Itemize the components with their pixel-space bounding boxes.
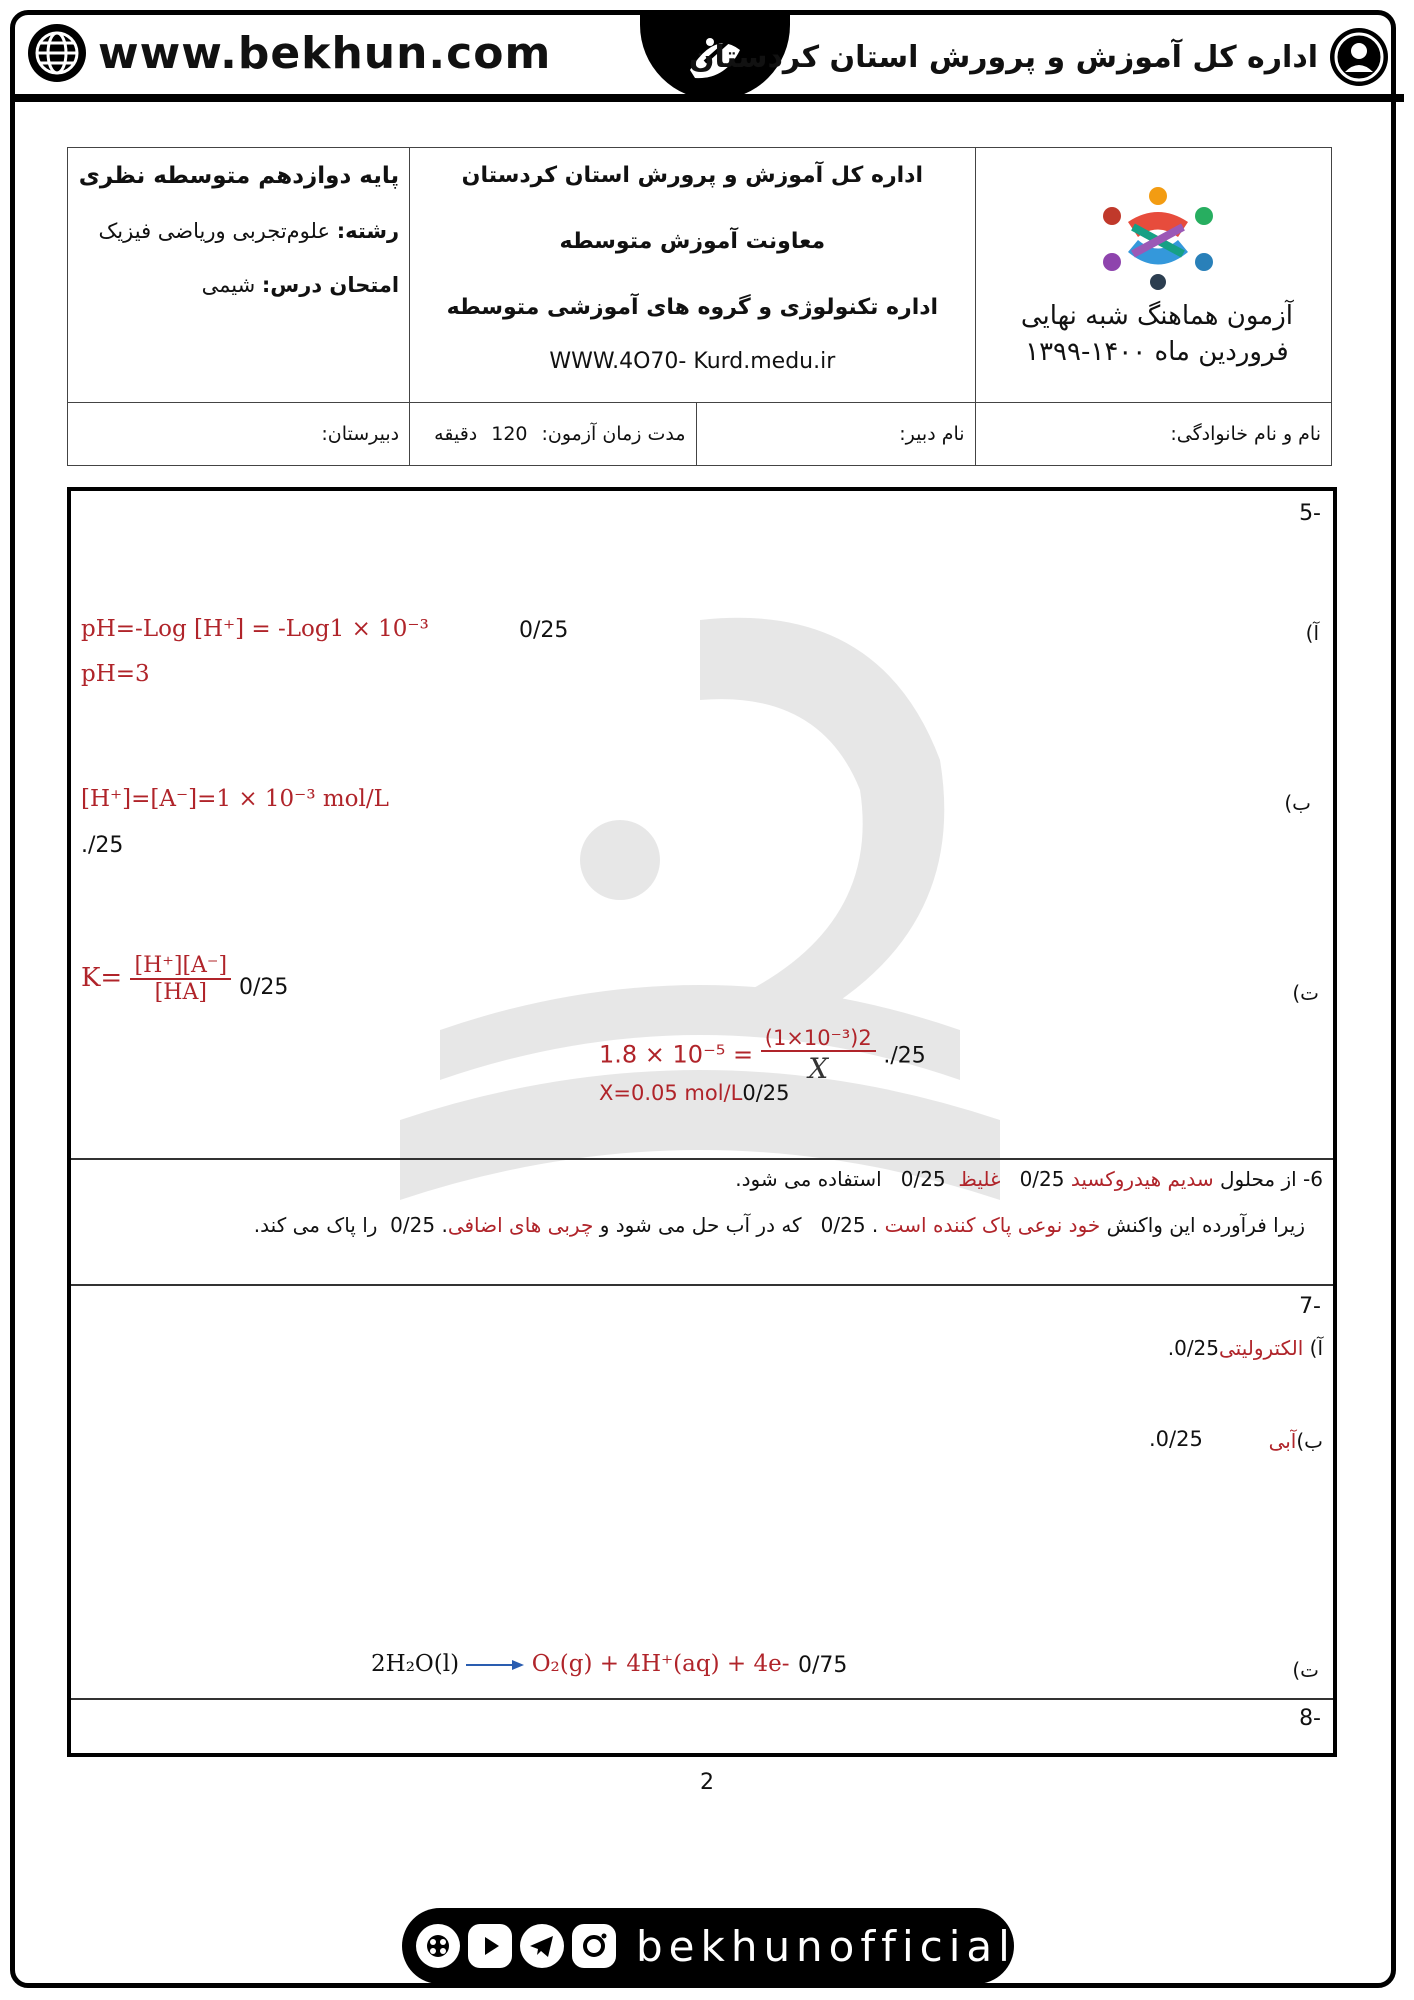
q5-a-score: 0/25 bbox=[519, 618, 569, 643]
exam-info-table bbox=[67, 147, 1332, 466]
q7-a-score: 0/25. bbox=[1167, 1336, 1220, 1360]
org-title-top bbox=[689, 28, 1388, 86]
q7-c-label: ت) bbox=[1292, 1658, 1319, 1682]
exam-value: شیمی bbox=[201, 273, 256, 297]
eq-left: 1.8 × 10⁻⁵ = bbox=[599, 1040, 754, 1069]
q6-line2 bbox=[254, 1213, 1305, 1237]
exam-title bbox=[1021, 298, 1293, 370]
student-name-field[interactable]: نام و نام خانوادگی: bbox=[975, 403, 1331, 466]
q6-q1: زیرا فرآورده این واکنش bbox=[1106, 1213, 1305, 1237]
grade: پایه دوازدهم متوسطه نظری bbox=[78, 163, 400, 189]
field-label: رشته: bbox=[336, 219, 400, 243]
q5-equation bbox=[599, 1026, 926, 1085]
school-field[interactable]: دبیرستان: bbox=[68, 403, 410, 466]
q6-p6: استفاده می شود. bbox=[735, 1167, 882, 1191]
exam-title-line1: آزمون هماهنگ شبه نهایی bbox=[1020, 301, 1293, 331]
q7-b-text: آبی bbox=[1268, 1429, 1297, 1453]
q5-a-label: آ) bbox=[1305, 621, 1319, 645]
org-title: اداره کل آموزش و پرورش استان کردستان bbox=[688, 39, 1318, 75]
q5-b-score: ./25 bbox=[81, 833, 124, 858]
q5-c-label: ت) bbox=[1292, 981, 1319, 1005]
site-link[interactable] bbox=[28, 24, 551, 82]
duration-unit: دقیقه bbox=[434, 423, 478, 445]
field-value: علوم‌تجربی وریاضی فیزیک bbox=[98, 219, 330, 243]
org-line1: اداره کل آموزش و پرورش استان کردستان bbox=[461, 163, 923, 188]
teacher-name-field[interactable]: نام دبیر: bbox=[696, 403, 975, 465]
eq-fraction bbox=[761, 1026, 876, 1085]
aparat-icon[interactable] bbox=[416, 1924, 460, 1968]
social-handle[interactable]: bekhunofficial bbox=[636, 1921, 1016, 1971]
k-numerator: [H⁺][A⁻] bbox=[130, 953, 231, 980]
q6-q6: . 0/25 bbox=[390, 1213, 448, 1237]
top-header bbox=[10, 10, 1404, 96]
x-score: 0/25 bbox=[742, 1081, 790, 1105]
q6-q7: را پاک می کند. bbox=[253, 1213, 378, 1237]
k-denominator: [HA] bbox=[154, 980, 207, 1005]
q6-q3: . 0/25 bbox=[820, 1213, 879, 1237]
q7-products: O₂(g) + 4H⁺(aq) + 4e- bbox=[531, 1651, 790, 1677]
q7-c-reaction bbox=[371, 1651, 789, 1677]
answer-box bbox=[67, 487, 1337, 1757]
eq-score: ./25 bbox=[883, 1043, 926, 1069]
q6-p5: 0/25 bbox=[900, 1167, 946, 1191]
q5-number: 5- bbox=[1299, 501, 1321, 526]
user-icon bbox=[1330, 28, 1388, 86]
q5-c-score: 0/25 bbox=[239, 975, 289, 1000]
eq-denominator: X bbox=[808, 1052, 829, 1085]
reaction-arrow-icon bbox=[466, 1658, 524, 1672]
q7-reactant: 2H₂O(l) bbox=[371, 1651, 460, 1677]
q7-b-label: ب) bbox=[1296, 1429, 1323, 1453]
duration bbox=[410, 403, 695, 465]
youtube-icon[interactable] bbox=[468, 1924, 512, 1968]
exam-label: امتحان درس: bbox=[261, 273, 400, 297]
course-cell bbox=[68, 148, 410, 403]
k-fraction bbox=[130, 953, 231, 1005]
q6-p4: غلیظ bbox=[958, 1167, 1001, 1191]
x-value: X=0.05 mol/L bbox=[599, 1081, 743, 1105]
q6-p1: 6- از محلول bbox=[1220, 1167, 1323, 1191]
exam-title-line2: فروردین ماه ۱۴۰۰-۱۳۹۹ bbox=[1025, 337, 1289, 367]
header-divider bbox=[10, 94, 1404, 102]
globe-icon bbox=[28, 24, 86, 82]
q6-line1 bbox=[735, 1167, 1323, 1191]
q5-b-line1: [H⁺]=[A⁻]=1 × 10⁻³ mol/L bbox=[81, 786, 389, 812]
telegram-icon[interactable] bbox=[520, 1924, 564, 1968]
q5-x-result bbox=[599, 1081, 790, 1105]
divider-q5-q6 bbox=[71, 1158, 1333, 1160]
org-url[interactable]: WWW.4O70- Kurd.medu.ir bbox=[549, 349, 836, 374]
ministry-logo bbox=[1088, 182, 1228, 296]
q7-number: 7- bbox=[1299, 1294, 1321, 1319]
field-line bbox=[69, 219, 399, 243]
q6-p3: 0/25 bbox=[1019, 1167, 1065, 1191]
org-cell bbox=[410, 148, 975, 403]
duration-label: مدت زمان آزمون: bbox=[541, 423, 686, 445]
q5-a-line2: pH=3 bbox=[81, 661, 150, 687]
q7-b-score: .0/25 bbox=[1149, 1427, 1203, 1451]
q7-c-score: 0/75 bbox=[798, 1653, 848, 1678]
q6-q2: خود نوعی پاک کننده است bbox=[884, 1213, 1101, 1237]
social-bar bbox=[402, 1908, 1014, 1984]
q8-number: 8- bbox=[1299, 1706, 1321, 1731]
org-line3: اداره تکنولوژی و گروه های آموزشی متوسطه bbox=[446, 295, 939, 320]
q5-k-formula bbox=[81, 953, 231, 1005]
q7-b-label-group bbox=[1269, 1429, 1323, 1453]
divider-q6-q7 bbox=[71, 1284, 1333, 1286]
eq-numerator: (1×10⁻³)2 bbox=[761, 1026, 876, 1052]
q7-a bbox=[1168, 1336, 1323, 1360]
exam-line bbox=[69, 273, 399, 297]
q6-q4: که در آب حل می شود و bbox=[599, 1213, 802, 1237]
duration-value: 120 bbox=[491, 423, 528, 445]
org-line2: معاونت آموزش متوسطه bbox=[559, 229, 826, 254]
q7-a-text: الکترولیتی bbox=[1219, 1336, 1304, 1360]
q6-q5: چربی های اضافی bbox=[447, 1213, 594, 1237]
divider-q7-q8 bbox=[71, 1698, 1333, 1700]
k-symbol: K= bbox=[81, 963, 123, 993]
exam-logo-cell bbox=[975, 148, 1331, 403]
q7-a-label: آ) bbox=[1309, 1336, 1323, 1360]
page-number: 2 bbox=[700, 1770, 714, 1795]
site-url[interactable]: www.bekhun.com bbox=[98, 27, 552, 79]
q6-p2: سدیم هیدروکسید bbox=[1070, 1167, 1214, 1191]
q5-a-line1: pH=-Log [H⁺] = -Log1 × 10⁻³ bbox=[81, 616, 429, 642]
q5-b-label: ب) bbox=[1284, 791, 1311, 815]
instagram-icon[interactable] bbox=[572, 1924, 616, 1968]
